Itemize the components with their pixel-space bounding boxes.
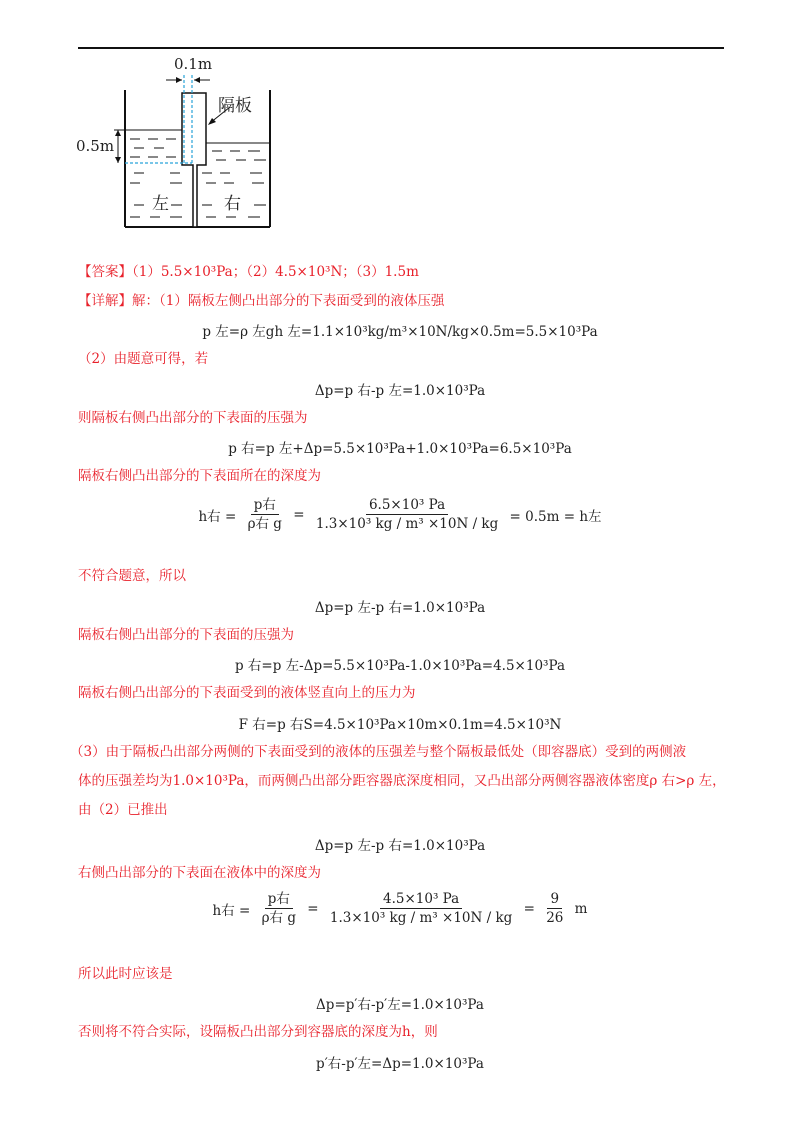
equation-10: Δp=p′右-p′左=1.0×10³Pa: [316, 997, 484, 1013]
right-label: 右: [222, 189, 243, 214]
eq9-den2: 1.3×10³ kg / m³ ×10N / kg: [329, 910, 513, 926]
eq4-equals: =: [293, 506, 305, 523]
text-line-7: 隔板右侧凸出部分的下表面受到的液体竖直向上的压力为: [78, 685, 416, 701]
answer-text: （1）5.5×10³Pa；（2）4.5×10³N；（3）1.5m: [132, 264, 419, 280]
text-line-5: 不符合题意，所以: [78, 568, 186, 584]
text-line-8: （3）由于隔板凸出部分两侧的下表面受到的液体的压强差与整个隔板最低处（即容器底）受到的两侧液: [70, 744, 687, 760]
eq4-num2: 6.5×10³ Pa: [366, 496, 448, 515]
detail-label: 【详解】: [78, 293, 132, 309]
eq9-fraction-3: [543, 890, 566, 927]
eq9-den1: ρ右 g: [261, 910, 296, 926]
eq4-num1: p右: [251, 496, 279, 515]
text-line-10: 由（2）已推出: [78, 802, 168, 818]
left-label: 左: [150, 189, 171, 214]
answer-label: 【答案】: [78, 264, 132, 280]
equation-8: Δp=p 左-p 右=1.0×10³Pa: [314, 838, 486, 854]
eq9-equals-2: =: [523, 900, 535, 917]
text-line-4: 隔板右侧凸出部分的下表面所在的深度为: [78, 468, 321, 484]
eq4-lhs: h右 =: [198, 508, 237, 525]
eq9-fraction-1: [259, 890, 299, 927]
eq4-den1: ρ右 g: [247, 516, 282, 532]
eq9-num1: p右: [265, 890, 293, 909]
detail-line: [78, 291, 738, 311]
width-label: 0.1m: [174, 55, 213, 73]
eq4-den2: 1.3×10³ kg / m³ ×10N / kg: [315, 516, 499, 532]
answer-line: [78, 262, 738, 282]
equation-9: [0, 890, 800, 927]
depth-label: 0.5m: [76, 137, 115, 155]
text-line-3: 则隔板右侧凸出部分的下表面的压强为: [78, 410, 308, 426]
text-line-9: 体的压强差均为1.0×10³Pa，而两侧凸出部分距容器底深度相同，又凸出部分两侧容器液体密度ρ 右>ρ 左，: [78, 773, 726, 789]
text-line-6: 隔板右侧凸出部分的下表面的压强为: [78, 627, 294, 643]
detail-text: 解：（1）隔板左侧凸出部分的下表面受到的液体压强: [132, 293, 445, 309]
equation-4: [0, 496, 800, 533]
container-diagram: [70, 55, 290, 235]
eq9-num3: 9: [547, 890, 562, 909]
eq9-unit: m: [574, 900, 588, 917]
eq9-den3: 26: [546, 910, 564, 926]
eq9-num2: 4.5×10³ Pa: [380, 890, 462, 909]
text-line-11: 右侧凸出部分的下表面在液体中的深度为: [78, 865, 321, 881]
equation-2: Δp=p 右-p 左=1.0×10³Pa: [314, 383, 486, 399]
eq4-rhs: = 0.5m = h左: [509, 508, 602, 525]
partition-label: 隔板: [218, 96, 252, 116]
eq9-equals-1: =: [307, 900, 319, 917]
text-line-2: （2）由题意可得，若: [78, 351, 209, 367]
equation-7: F 右=p 右S=4.5×10³Pa×10m×0.1m=4.5×10³N: [238, 717, 562, 733]
equation-1: p 左=ρ 左gh 左=1.1×10³kg/m³×10N/kg×0.5m=5.5×10³Pa: [202, 324, 598, 340]
text-line-12: 所以此时应该是: [78, 966, 173, 982]
eq9-lhs: h右 =: [212, 902, 251, 919]
top-rule: [78, 47, 724, 49]
eq4-fraction-1: [245, 496, 285, 533]
equation-3: p 右=p 左+Δp=5.5×10³Pa+1.0×10³Pa=6.5×10³Pa: [228, 441, 572, 457]
eq4-fraction-2: [313, 496, 501, 533]
eq9-fraction-2: [327, 890, 515, 927]
equation-11: p′右-p′左=Δp=1.0×10³Pa: [316, 1056, 484, 1072]
equation-6: p 右=p 左-Δp=5.5×10³Pa-1.0×10³Pa=4.5×10³Pa: [234, 658, 565, 674]
equation-5: Δp=p 左-p 右=1.0×10³Pa: [314, 600, 486, 616]
text-line-13: 否则将不符合实际，设隔板凸出部分到容器底的深度为h，则: [78, 1024, 438, 1040]
